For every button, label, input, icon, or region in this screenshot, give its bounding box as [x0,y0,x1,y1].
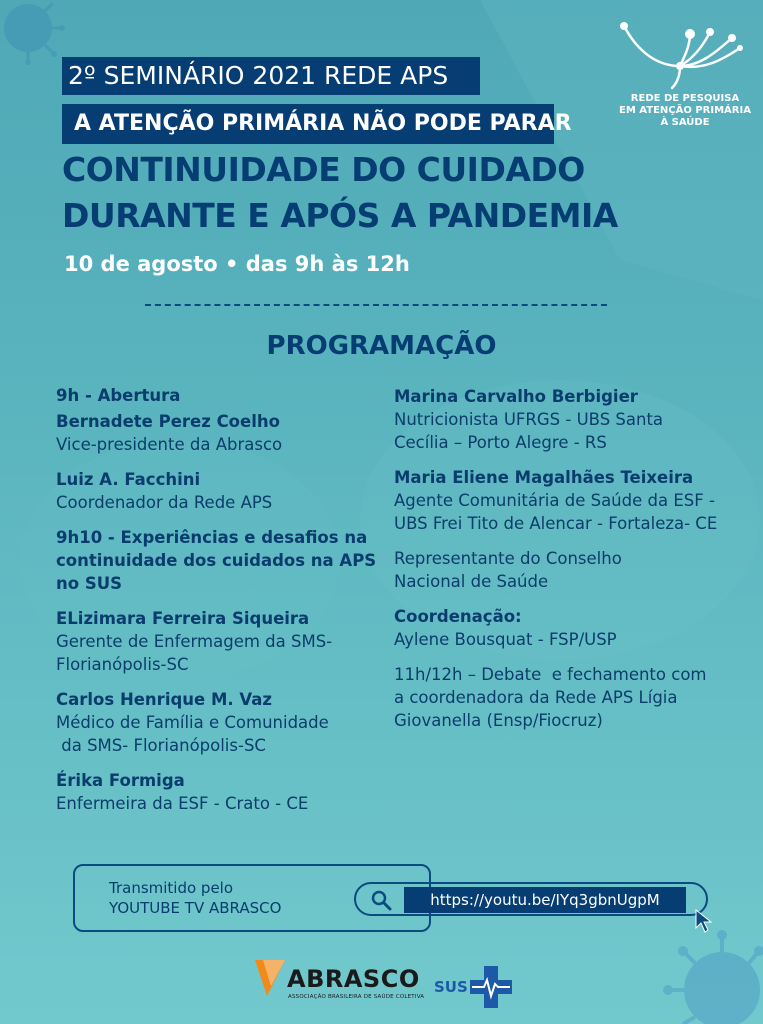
main-title-line-2: DURANTE E APÓS A PANDEMIA [62,196,618,235]
stream-line: Transmitido pelo [109,879,234,897]
speaker-name: Érika Formiga [56,771,185,790]
cursor-icon [694,908,718,936]
debate-text: 11h/12h – Debate e fechamento com [394,665,707,684]
rede-line: REDE DE PESQUISA [630,93,740,104]
dashed-divider [145,304,607,306]
opening-time: 9h - Abertura [56,386,181,405]
coordination-label: Coordenação: [394,607,522,626]
abrasco-logo-subtitle: ASSOCIAÇÃO BRASILEIRA DE SAÚDE COLETIVA [288,994,425,1000]
speaker-name: Marina Carvalho Berbigier [394,387,638,406]
speaker-name: Maria Eliene Magalhães Teixeira [394,468,694,487]
debate-text: a coordenadora da Rede APS Lígia [394,688,678,707]
virus-icon [4,0,65,65]
speaker-role: Nutricionista UFRGS - UBS Santa [394,410,664,429]
speaker-role: UBS Frei Tito de Alencar - Fortaleza- CE [394,514,718,533]
speaker-role: Nacional de Saúde [394,572,549,591]
rede-aps-logo-text [616,93,754,129]
seminar-title-badge: 2º SEMINÁRIO 2021 REDE APS [62,57,480,95]
sus-logo-text: SUS [434,978,468,996]
main-title-line-1: CONTINUIDADE DO CUIDADO [62,150,585,189]
speaker-name: Luiz A. Facchini [56,470,201,489]
schedule-right-column [394,385,734,732]
rede-line: EM ATENÇÃO PRIMÁRIA [619,105,751,116]
speaker-name: Bernadete Perez Coelho [56,412,280,431]
schedule-left-column [56,384,386,815]
speaker-role: Representante do Conselho [394,549,622,568]
session-title: 9h10 - Experiências e desafios na [56,528,368,547]
search-icon [370,889,392,911]
speaker-role: Agente Comunitária de Saúde da ESF - [394,491,715,510]
coordinator-name: Aylene Bousquat - FSP/USP [394,630,617,649]
speaker-role: Coordenador da Rede APS [56,493,273,512]
rede-line: À SAÚDE [660,117,710,128]
rede-aps-logo-icon [614,14,754,94]
virus-icon [663,930,763,1024]
session-title: continuidade dos cuidados na APS [56,551,377,570]
speaker-role: Gerente de Enfermagem da SMS- [56,632,333,651]
stream-line: YOUTUBE TV ABRASCO [109,899,282,917]
programacao-heading: PROGRAMAÇÃO [266,331,497,361]
speaker-role: Vice-presidente da Abrasco [56,435,283,454]
speaker-role: da SMS- Florianópolis-SC [56,736,266,755]
debate-text: Giovanella (Ensp/Fiocruz) [394,711,603,730]
speaker-role: Florianópolis-SC [56,655,189,674]
speaker-name: ELizimara Ferreira Siqueira [56,609,310,628]
speaker-name: Carlos Henrique M. Vaz [56,690,273,709]
sus-cross-icon [470,966,512,1008]
speaker-role: Enfermeira da ESF - Crato - CE [56,794,309,813]
event-date: 10 de agosto • das 9h às 12h [64,252,410,276]
speaker-role: Médico de Família e Comunidade [56,713,329,732]
session-title: no SUS [56,574,122,593]
speaker-role: Cecília – Porto Alegre - RS [394,433,607,452]
youtube-link[interactable]: https://youtu.be/IYq3gbnUgpM [404,887,686,913]
stream-info-text [109,878,281,918]
abrasco-logo-icon [253,956,287,1000]
abrasco-logo-text: ABRASCO [287,965,420,993]
seminar-subtitle-badge: A ATENÇÃO PRIMÁRIA NÃO PODE PARAR [62,104,554,144]
